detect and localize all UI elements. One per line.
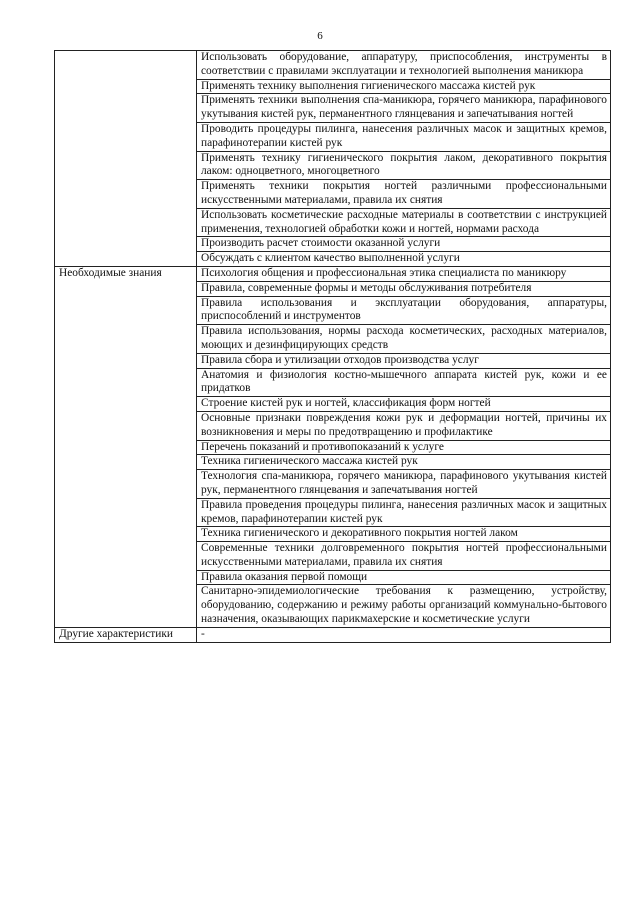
knowledge-item: Правила использования, нормы расхода косметических, расходных материалов, моющих и дезинфицирующих средств <box>197 325 611 354</box>
skills-item: Применять технику выполнения гигиенического массажа кистей рук <box>197 79 611 94</box>
knowledge-item: Правила использования и эксплуатации оборудования, аппаратуры, приспособлений и инструментов <box>197 296 611 325</box>
table-row <box>55 51 611 80</box>
knowledge-item: Правила, современные формы и методы обслуживания потребителя <box>197 281 611 296</box>
knowledge-item: Правила сбора и утилизации отходов производства услуг <box>197 353 611 368</box>
skills-item: Применять техники выполнения спа-маникюра, горячего маникюра, парафинового укутывания кистей рук, перманентного глянцевания и запечатывания ногтей <box>197 94 611 123</box>
skills-item: Использовать косметические расходные материалы в соответствии с инструкцией применения, технологией обработки кожи и ногтей, нормами расхода <box>197 208 611 237</box>
skills-label-cell <box>55 51 197 267</box>
other-label-cell: Другие характеристики <box>55 627 197 642</box>
skills-item: Проводить процедуры пилинга, нанесения различных масок и защитных кремов, парафинотерапии кистей рук <box>197 122 611 151</box>
table-body <box>55 51 611 643</box>
knowledge-item: Анатомия и физиология костно-мышечного аппарата кистей рук, кожи и ее придатков <box>197 368 611 397</box>
knowledge-item: Современные техники долговременного покрытия ногтей профессиональными искусственными материалами, правила их снятия <box>197 542 611 571</box>
knowledge-item: Правила оказания первой помощи <box>197 570 611 585</box>
skills-item: Применять техники покрытия ногтей различными профессиональными искусственными материалами, правила их снятия <box>197 180 611 209</box>
skills-item: Обсуждать с клиентом качество выполненной услуги <box>197 252 611 267</box>
other-value-cell: - <box>197 627 611 642</box>
knowledge-item: Технология спа-маникюра, горячего маникюра, парафинового укутывания кистей рук, перманентного глянцевания и запечатывания ногтей <box>197 470 611 499</box>
knowledge-item: Техника гигиенического массажа кистей рук <box>197 455 611 470</box>
qualification-table <box>54 50 611 643</box>
knowledge-item: Санитарно-эпидемиологические требования к размещению, устройству, оборудованию, содержанию и режиму работы организаций коммунально-бытового назначения, оказывающих парикмахерские и косметические услуги <box>197 585 611 627</box>
knowledge-item: Строение кистей рук и ногтей, классификация форм ногтей <box>197 397 611 412</box>
skills-item: Использовать оборудование, аппаратуру, приспособления, инструменты в соответствии с правилами эксплуатации и технологией выполнения маникюра <box>197 51 611 80</box>
table-row <box>55 627 611 642</box>
skills-item: Применять технику гигиенического покрытия лаком, декоративного покрытия лаком: одноцветного, многоцветного <box>197 151 611 180</box>
knowledge-label-cell: Необходимые знания <box>55 266 197 627</box>
knowledge-item: Основные признаки повреждения кожи рук и деформации ногтей, причины их возникновения и меры по предотвращению и профилактике <box>197 411 611 440</box>
knowledge-item: Правила проведения процедуры пилинга, нанесения различных масок и защитных кремов, парафинотерапии кистей рук <box>197 498 611 527</box>
page-number: 6 <box>317 30 323 42</box>
knowledge-item: Перечень показаний и противопоказаний к услуге <box>197 440 611 455</box>
skills-item: Производить расчет стоимости оказанной услуги <box>197 237 611 252</box>
knowledge-item: Психология общения и профессиональная этика специалиста по маникюру <box>197 266 611 281</box>
knowledge-item: Техника гигиенического и декоративного покрытия ногтей лаком <box>197 527 611 542</box>
table-row <box>55 266 611 281</box>
